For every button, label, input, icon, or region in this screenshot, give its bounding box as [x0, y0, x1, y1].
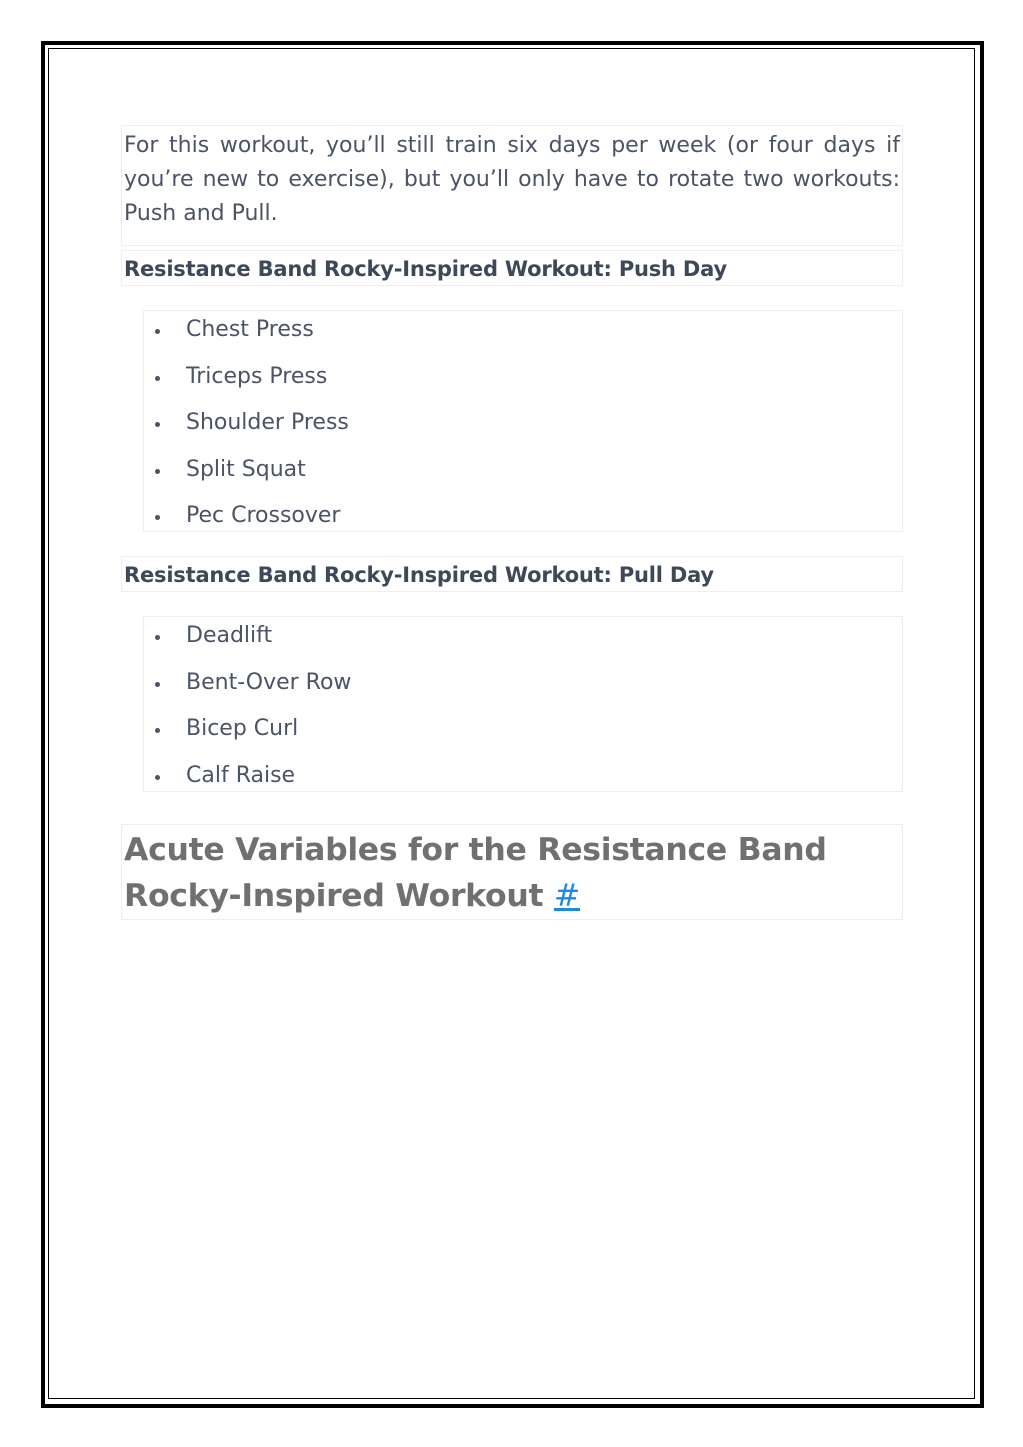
pull-day-list: [144, 617, 902, 803]
list-item: [144, 404, 902, 451]
list-item: [144, 358, 902, 405]
list-item-label: Deadlift: [186, 623, 273, 648]
push-day-heading: Resistance Band Rocky-Inspired Workout: Push Day: [124, 257, 727, 281]
push-day-heading-block: [121, 250, 903, 286]
acute-variables-heading-text: Acute Variables for the Resistance Band Rocky-Inspired Workout: [124, 832, 827, 914]
list-item: [144, 710, 902, 757]
pull-day-list-block: [143, 616, 903, 792]
push-day-list-block: [143, 310, 903, 532]
bullet-icon: [155, 775, 160, 780]
page-content: [121, 125, 903, 920]
list-item: [144, 664, 902, 711]
list-item-label: Pec Crossover: [186, 503, 341, 529]
bullet-icon: [155, 422, 160, 427]
list-item: [144, 497, 902, 544]
pull-day-heading: Resistance Band Rocky-Inspired Workout: Pull Day: [124, 563, 714, 587]
list-item-label: Triceps Press: [186, 363, 328, 389]
intro-paragraph: For this workout, you’ll still train six days per week (or four days if you’re new to exercise), but you’ll only have to rotate two workouts: Push and Pull.: [124, 133, 900, 226]
list-item-label: Bicep Curl: [186, 716, 299, 742]
list-item: [144, 757, 902, 804]
list-item: [144, 451, 902, 498]
pull-day-heading-block: [121, 556, 903, 592]
bullet-icon: [155, 469, 160, 474]
list-item-label: Chest Press: [186, 317, 314, 342]
heading-anchor-link[interactable]: #: [553, 878, 580, 914]
acute-variables-heading: [124, 827, 900, 919]
bullet-icon: [155, 329, 160, 334]
list-item-label: Bent-Over Row: [186, 669, 352, 695]
bullet-icon: [155, 728, 160, 733]
acute-variables-heading-block: [121, 824, 903, 920]
list-item-label: Split Squat: [186, 456, 306, 482]
bullet-icon: [155, 515, 160, 520]
list-item: [144, 311, 902, 358]
list-item-label: Shoulder Press: [186, 410, 349, 436]
list-item: [144, 617, 902, 664]
bullet-icon: [155, 682, 160, 687]
bullet-icon: [155, 635, 160, 640]
intro-block: [121, 125, 903, 246]
push-day-list: [144, 311, 902, 544]
bullet-icon: [155, 376, 160, 381]
list-item-label: Calf Raise: [186, 762, 296, 788]
